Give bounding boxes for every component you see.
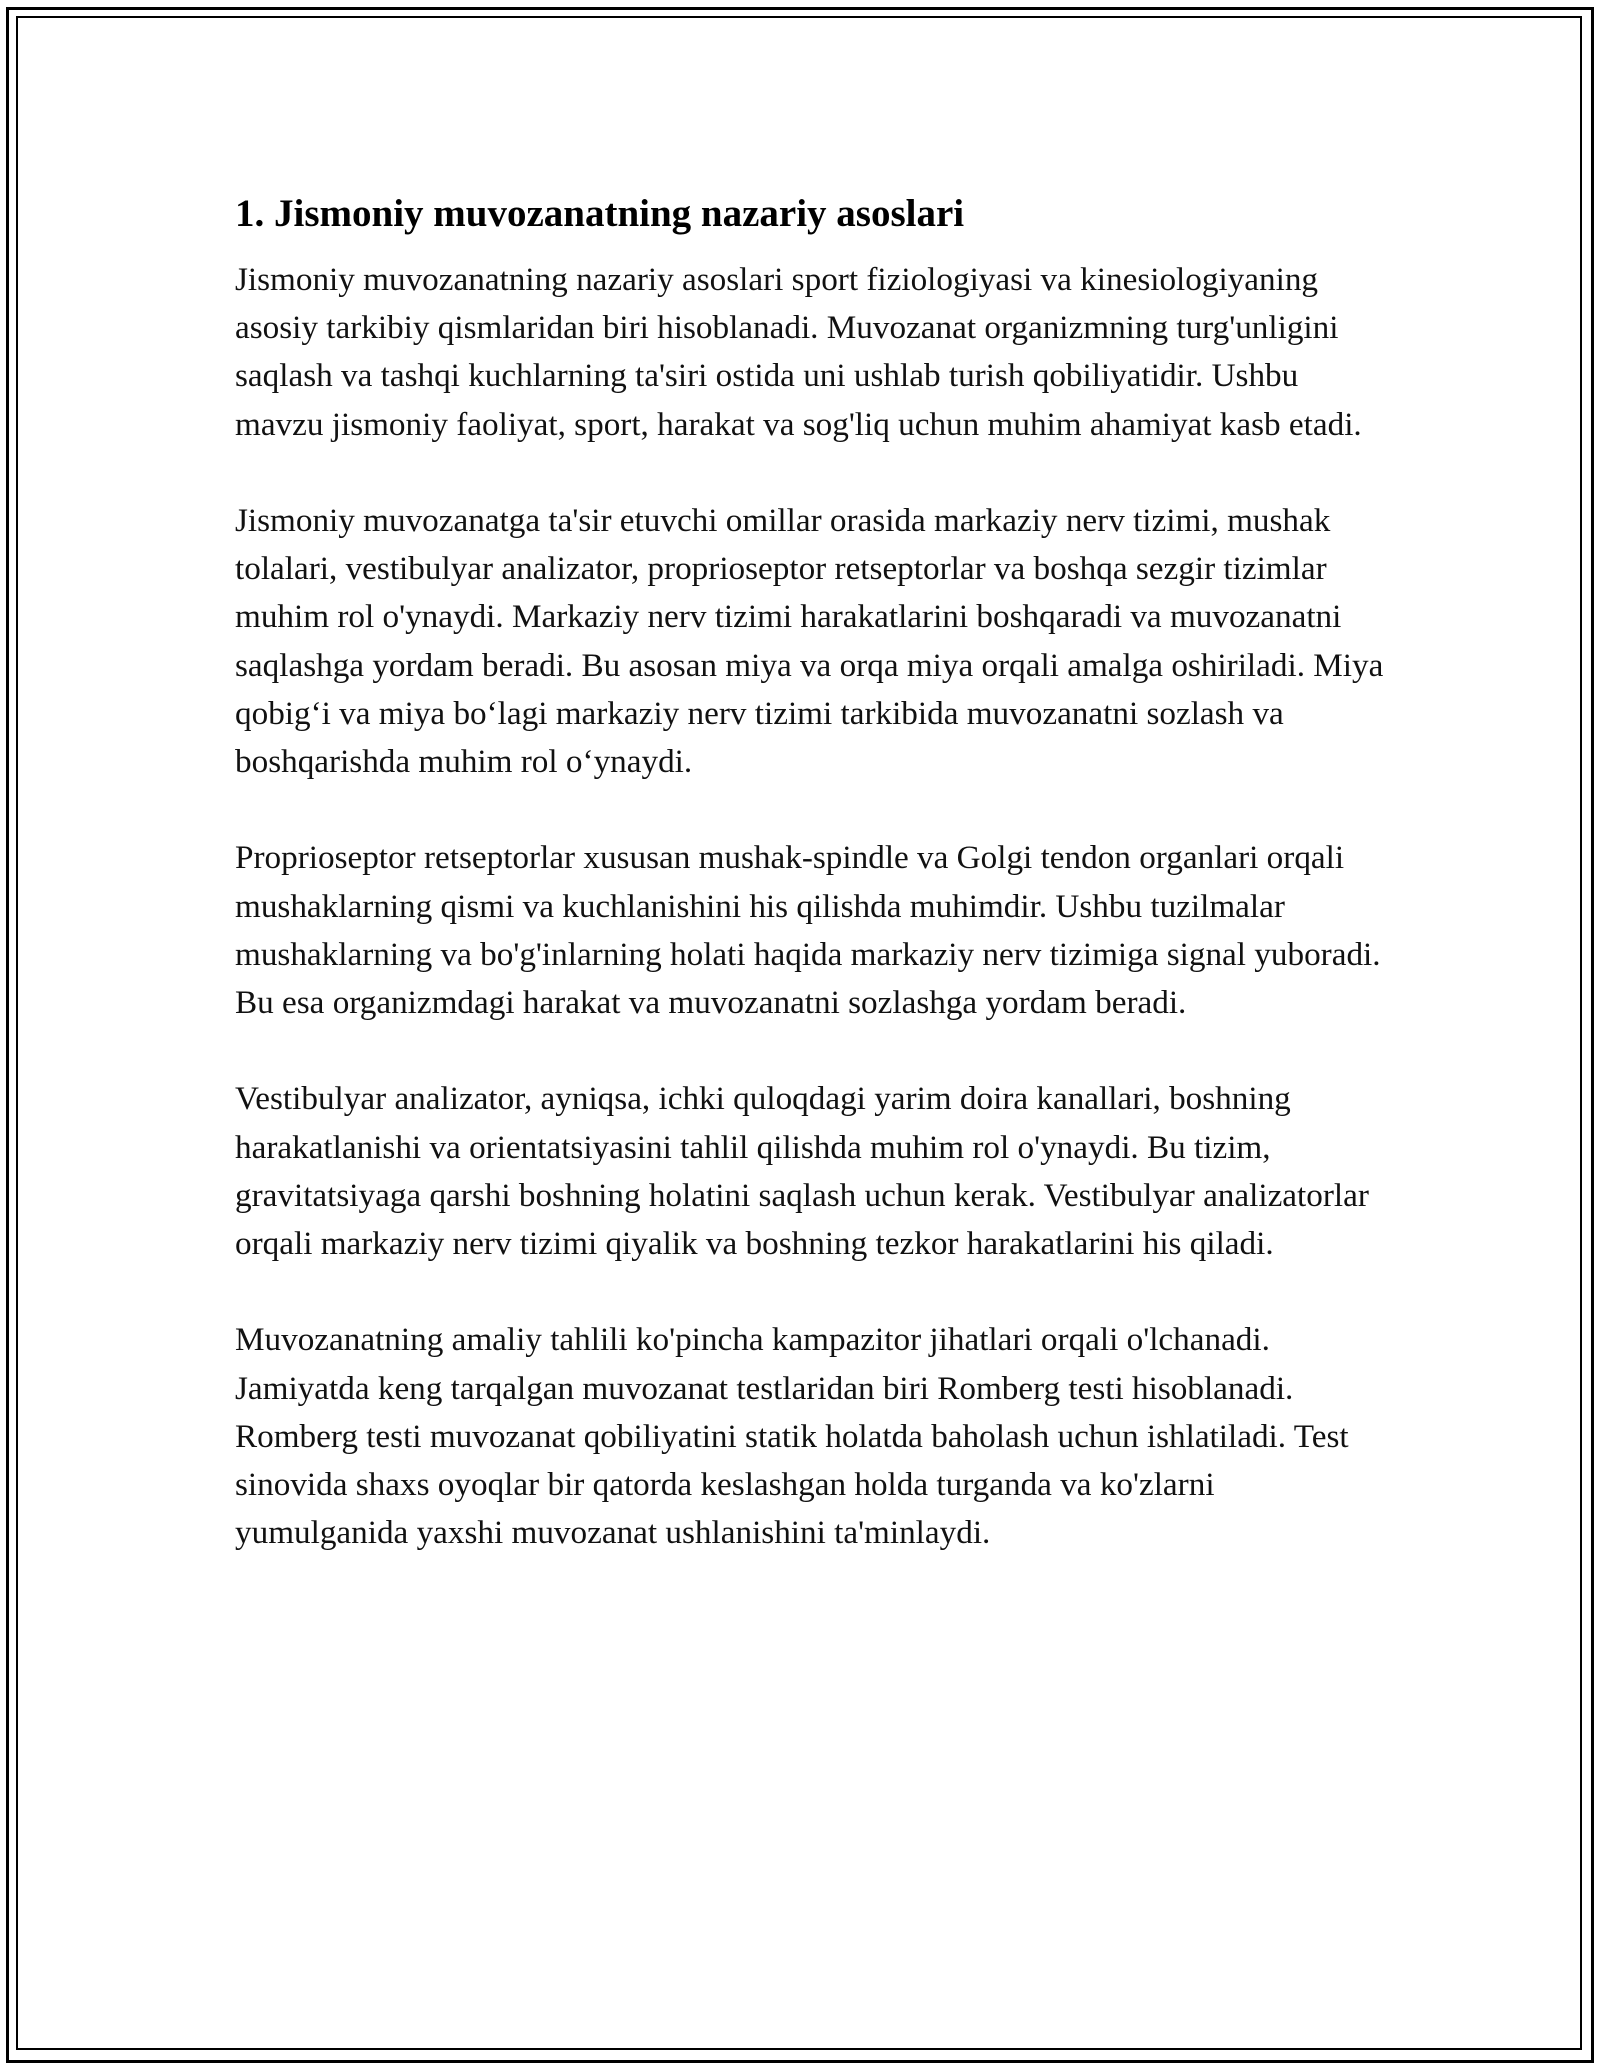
paragraph-1: Jismoniy muvozanatning nazariy asoslari sport fiziologiyasi va kinesiologiyaning asosiy tarkibiy qismlaridan biri hisoblanadi. Muvozanat organizmning turg'unligini saqlash va tashqi kuchlarning ta'siri ostida uni ushlab turish qobiliyatidir. Ushbu mavzu jismoniy faoliyat, sport, harakat va sog'liq uchun muhim ahamiyat kasb etadi.	[235, 261, 1362, 443]
document-body	[235, 186, 1385, 1557]
paragraph-2: Jismoniy muvozanatga ta'sir etuvchi omillar orasida markaziy nerv tizimi, mushak tolalari, vestibulyar analizator, proprioseptor retseptorlar va boshqa sezgir tizimlar muhim rol o'ynaydi. Markaziy nerv tizimi harakatlarini boshqaradi va muvozanatni saqlashga yordam beradi. Bu asosan miya va orqa miya orqali amalga oshiriladi. Miya qobig‘i va miya bo‘lagi markaziy nerv tizimi tarkibida muvozanatni sozlash va boshqarishda muhim rol o‘ynaydi.	[235, 502, 1384, 781]
paragraph-4: Vestibulyar analizator, ayniqsa, ichki quloqdagi yarim doira kanallari, boshning harakatlanishi va orientatsiyasini tahlil qilishda muhim rol o'ynaydi. Bu tizim, gravitatsiyaga qarshi boshning holatini saqlash uchun kerak. Vestibulyar analizatorlar orqali markaziy nerv tizimi qiyalik va boshning tezkor harakatlarini his qiladi.	[235, 1080, 1369, 1263]
paragraph-5: Muvozanatning amaliy tahlili ko'pincha kampazitor jihatlari orqali o'lchanadi. Jamiyatda keng tarqalgan muvozanat testlaridan biri Romberg testi hisoblanadi. Romberg testi muvozanat qobiliyatini statik holatda baholash uchun ishlatiladi. Test sinovida shaxs oyoqlar bir qatorda keslashgan holda turganda va ko'zlarni yumulganida yaxshi muvozanat ushlanishini ta'minlaydi.	[235, 1321, 1349, 1552]
paragraph-3: Proprioseptor retseptorlar xususan mushak-spindle va Golgi tendon organlari orqali mushaklarning qismi va kuchlanishini his qilishda muhimdir. Ushbu tuzilmalar mushaklarning va bo'g'inlarning holati haqida markaziy nerv tizimiga signal yuboradi. Bu esa organizmdagi harakat va muvozanatni sozlashga yordam beradi.	[235, 839, 1381, 1022]
section-heading: 1. Jismoniy muvozanatning nazariy asoslari	[235, 192, 965, 235]
